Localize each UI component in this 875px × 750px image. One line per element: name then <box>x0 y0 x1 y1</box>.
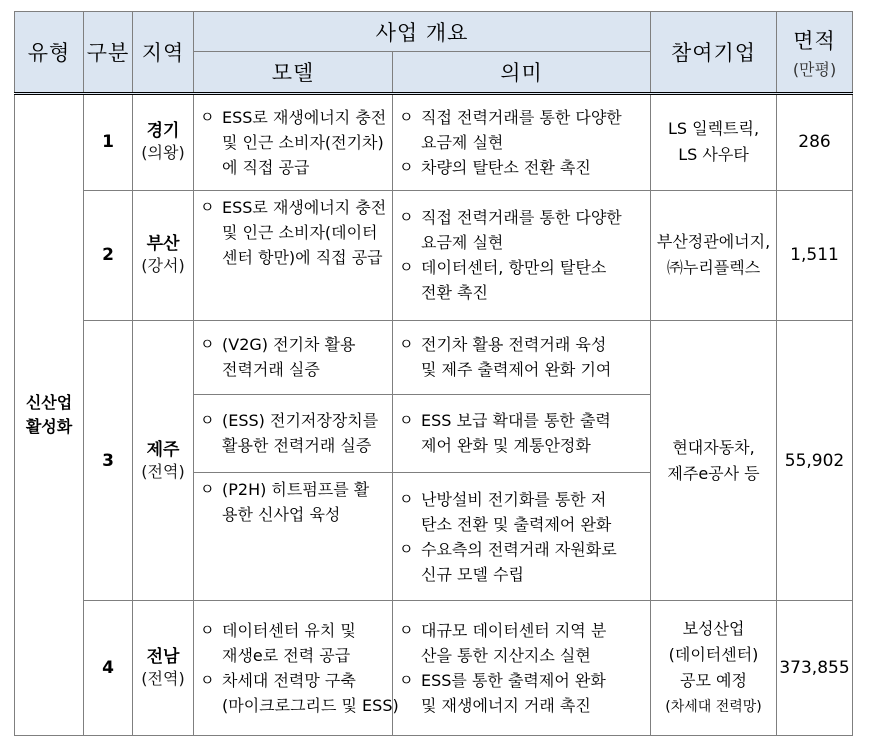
region-cell <box>133 94 194 191</box>
region-name: 제주 <box>146 439 180 460</box>
model-bullet <box>200 195 390 270</box>
header-companies: 참여기업 <box>651 12 777 94</box>
meaning-bullet <box>399 332 648 382</box>
header-area-unit: (만평) <box>792 59 837 79</box>
text-line: 요금제 실현 <box>421 132 504 152</box>
text-line: 차세대 전력망 구축 <box>222 671 356 691</box>
table-row <box>15 94 853 191</box>
model-bullet <box>200 618 390 668</box>
area-value: 373,855 <box>777 601 853 736</box>
text-line: 및 인근 소비자(전기차) <box>222 132 384 152</box>
header-meaning: 의미 <box>393 52 651 94</box>
text-line: 전력거래 실증 <box>222 360 320 380</box>
bullet-mark: ㅇ <box>200 621 215 640</box>
company-line: 보성산업 <box>682 619 745 639</box>
table-row <box>15 190 853 320</box>
bullet-text <box>421 255 648 305</box>
model-cell <box>194 473 393 601</box>
table-row <box>15 601 853 736</box>
text-line: 데이터센터 유치 및 <box>222 621 356 641</box>
meaning-bullet <box>399 155 648 180</box>
header-division: 구분 <box>84 12 133 94</box>
table-body <box>15 94 853 736</box>
bullet-text <box>421 105 648 155</box>
text-line: 대규모 데이터센터 지역 분 <box>421 621 607 641</box>
bullet-mark: ㅇ <box>399 411 414 430</box>
meaning-cell <box>393 601 651 736</box>
model-bullet <box>200 668 399 718</box>
header-model: 모델 <box>194 52 393 94</box>
meaning-cell <box>393 321 651 395</box>
text-line: 신규 모델 수립 <box>421 564 524 584</box>
companies-cell <box>651 321 777 601</box>
company-line: LS 일렉트릭, <box>667 119 760 139</box>
bullet-mark: ㅇ <box>200 107 215 126</box>
bullet-text <box>421 332 648 382</box>
category-line: 활성화 <box>25 417 73 436</box>
text-line: ESS로 재생에너지 충전 <box>222 107 387 127</box>
table-row <box>15 321 853 395</box>
text-line: 난방설비 전기화를 통한 저 <box>421 489 607 509</box>
region-name: 전남 <box>146 647 180 668</box>
meaning-cell <box>393 394 651 472</box>
region-cell <box>133 601 194 736</box>
text-line: 제어 완화 및 계통안정화 <box>421 436 591 456</box>
region-name: 부산 <box>146 234 180 255</box>
model-cell <box>194 190 393 320</box>
meaning-bullet <box>399 205 648 255</box>
bullet-mark: ㅇ <box>200 480 215 499</box>
text-line: (ESS) 전기저장장치를 <box>222 411 379 431</box>
companies-cell <box>651 94 777 191</box>
model-cell <box>194 601 399 736</box>
category-cell <box>15 94 84 736</box>
meaning-bullet <box>399 255 648 305</box>
bullet-mark: ㅇ <box>399 335 414 354</box>
bullet-mark: ㅇ <box>399 671 414 690</box>
bullet-mark: ㅇ <box>399 208 414 227</box>
model-bullet <box>200 477 390 527</box>
text-line: 요금제 실현 <box>421 233 504 253</box>
text-line: 차량의 탈탄소 전환 촉진 <box>421 157 591 177</box>
area-value: 1,511 <box>777 190 853 320</box>
header-area <box>777 12 853 94</box>
meaning-bullet <box>399 618 648 668</box>
bullet-text <box>421 408 648 458</box>
bullet-mark: ㅇ <box>399 489 414 508</box>
text-line: 직접 전력거래를 통한 다양한 <box>421 107 622 127</box>
bullet-text <box>222 195 390 270</box>
text-line: ESS를 통한 출력제어 완화 <box>421 671 606 691</box>
text-line: 산을 통한 지산지소 실현 <box>421 646 591 666</box>
company-line: (데이터센터) <box>668 645 759 665</box>
text-line: 재생e로 전력 공급 <box>222 646 351 666</box>
meaning-cell <box>393 190 651 320</box>
bullet-mark: ㅇ <box>399 539 414 558</box>
meaning-bullet <box>399 668 648 718</box>
bullet-mark: ㅇ <box>399 258 414 277</box>
companies-cell <box>651 601 777 736</box>
row-number: 4 <box>84 601 133 736</box>
model-cell <box>194 94 393 191</box>
company-line: 공모 예정 <box>680 671 747 691</box>
text-line: 에 직접 공급 <box>222 157 310 177</box>
text-line: 직접 전력거래를 통한 다양한 <box>421 208 622 228</box>
text-line: (마이크로그리드 및 ESS) <box>222 696 399 716</box>
text-line: (P2H) 히트펌프를 활 <box>222 480 370 500</box>
text-line: 용한 신사업 육성 <box>222 505 341 525</box>
text-line: 및 인근 소비자(데이터 <box>222 222 378 242</box>
meaning-bullet <box>399 408 648 458</box>
bullet-text <box>421 155 648 180</box>
row-number: 2 <box>84 190 133 320</box>
row-number: 3 <box>84 321 133 601</box>
bullet-text <box>222 618 390 668</box>
company-line: 제주e공사 등 <box>667 463 760 483</box>
model-bullet <box>200 105 390 180</box>
bullet-text <box>421 537 648 587</box>
text-line: 센터 항만)에 직접 공급 <box>222 247 383 267</box>
bullet-mark: ㅇ <box>399 107 414 126</box>
bullet-text <box>421 205 648 255</box>
bullet-text <box>222 332 390 382</box>
bullet-text <box>421 618 648 668</box>
bullet-text <box>222 408 390 458</box>
table-header <box>15 12 853 94</box>
bullet-text <box>222 105 390 180</box>
bullet-mark: ㅇ <box>200 411 215 430</box>
meaning-bullet <box>399 105 648 155</box>
model-bullet <box>200 332 390 382</box>
text-line: 활용한 전력거래 실증 <box>222 436 372 456</box>
text-line: 탄소 전환 및 출력제어 완화 <box>421 514 612 534</box>
region-name: 경기 <box>146 121 180 142</box>
company-line: LS 사우타 <box>678 145 749 165</box>
bullet-mark: ㅇ <box>200 671 215 690</box>
category-line: 신산업 <box>25 393 73 412</box>
bullet-mark: ㅇ <box>399 157 414 176</box>
companies-cell <box>651 190 777 320</box>
company-line: ㈜누리플렉스 <box>666 258 761 278</box>
meaning-bullet <box>399 537 648 587</box>
model-cell <box>194 394 393 472</box>
region-detail: (전역) <box>141 669 185 689</box>
company-line: 부산정관에너지, <box>656 232 771 252</box>
header-type: 유형 <box>15 12 84 94</box>
region-detail: (전역) <box>141 461 185 481</box>
bullet-text <box>222 477 390 527</box>
text-line: 데이터센터, 항만의 탈탄소 <box>421 258 607 278</box>
text-line: 및 제주 출력제어 완화 기여 <box>421 360 612 380</box>
area-value: 55,902 <box>777 321 853 601</box>
region-cell <box>133 321 194 601</box>
text-line: 전기차 활용 전력거래 육성 <box>421 335 607 355</box>
model-cell <box>194 321 393 395</box>
meaning-bullet <box>399 487 648 537</box>
model-bullet <box>200 408 390 458</box>
area-value: 286 <box>777 94 853 191</box>
bullet-text <box>421 487 648 537</box>
text-line: 전환 촉진 <box>421 283 488 303</box>
text-line: ESS 보급 확대를 통한 출력 <box>421 411 611 431</box>
bullet-mark: ㅇ <box>399 621 414 640</box>
bullet-text <box>222 668 399 718</box>
bullet-text <box>421 668 648 718</box>
region-detail: (의왕) <box>141 143 185 163</box>
meaning-cell <box>393 473 651 601</box>
company-line: 현대자동차, <box>672 437 755 457</box>
company-line: (차세대 전력망) <box>665 699 762 716</box>
header-overview: 사업 개요 <box>194 12 651 52</box>
text-line: 및 재생에너지 거래 촉진 <box>421 696 591 716</box>
region-cell <box>133 190 194 320</box>
header-area-label: 면적 <box>793 28 836 53</box>
row-number: 1 <box>84 94 133 191</box>
region-detail: (강서) <box>141 256 185 276</box>
header-region: 지역 <box>133 12 194 94</box>
bullet-mark: ㅇ <box>200 335 215 354</box>
text-line: 수요측의 전력거래 자원화로 <box>421 539 617 559</box>
meaning-cell <box>393 94 651 191</box>
text-line: ESS로 재생에너지 충전 <box>222 197 387 217</box>
text-line: (V2G) 전기차 활용 <box>222 335 356 355</box>
bullet-mark: ㅇ <box>200 197 215 216</box>
project-overview-table <box>14 11 853 736</box>
